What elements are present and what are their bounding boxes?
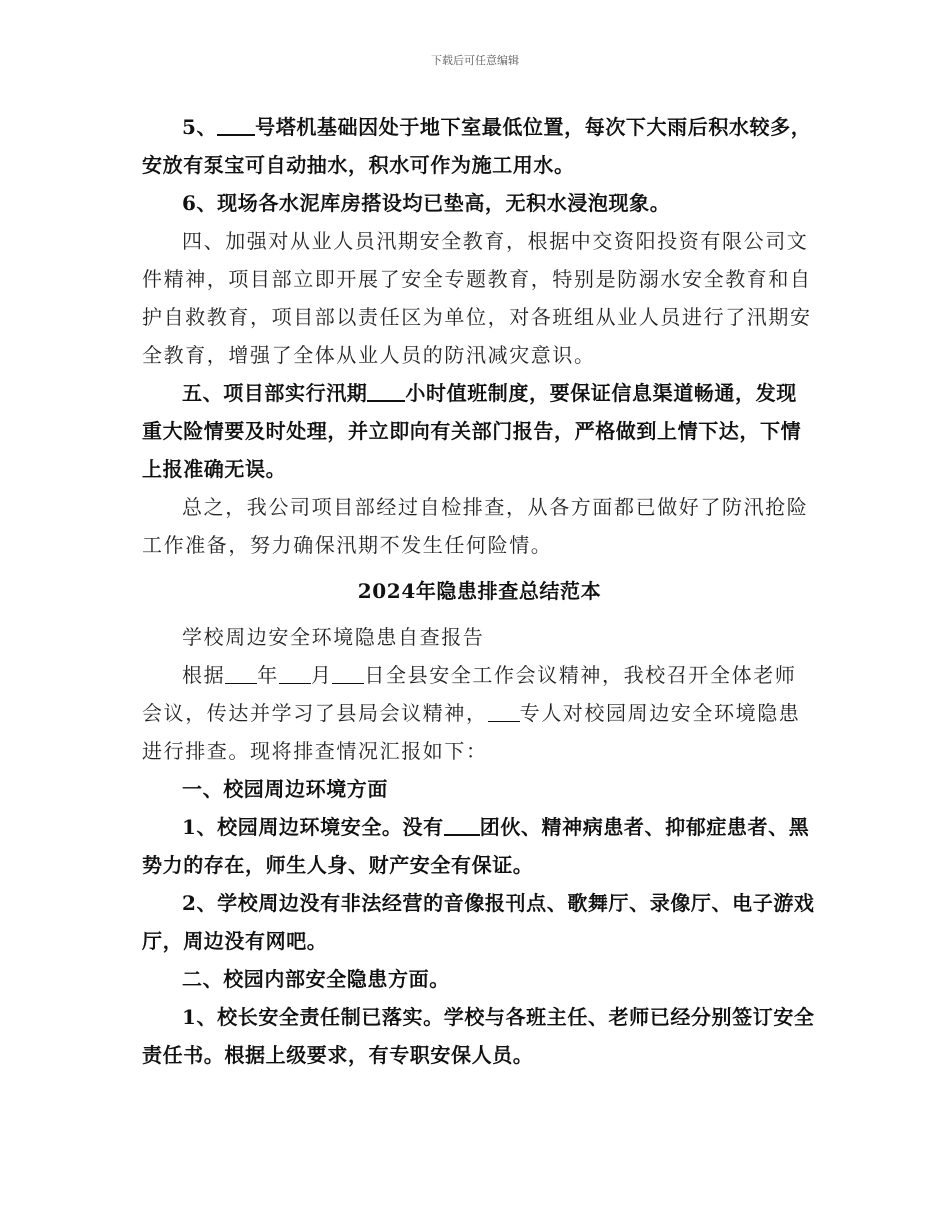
blank-underline — [217, 114, 255, 136]
section-title: 2024年隐患排查总结范本 — [357, 579, 602, 603]
paragraph-duty-system — [142, 374, 817, 488]
document-body — [142, 108, 817, 1074]
paragraph-responsibility: 1、校长安全责任制已落实。学校与各班主任、老师已经分别签订安全责任书。根据上级要求，有专职安保人员。 — [142, 1005, 815, 1067]
paragraph-no-illegal-business: 2、学校周边没有非法经营的音像报刊点、歌舞厅、录像厅、电子游戏厅，周边没有网吧。 — [142, 891, 815, 953]
paragraph-text: 5、 — [182, 115, 218, 139]
paragraph-heading-internal: 二、校园内部安全隐患方面。 — [182, 967, 450, 991]
paragraph-surroundings-safety — [142, 808, 817, 884]
blank-underline — [332, 663, 364, 684]
paragraph-text: 五、项目部实行汛期 — [182, 381, 368, 405]
blank-underline — [444, 814, 480, 836]
paragraph-tower-crane — [142, 108, 817, 184]
paragraph-cement-storage: 6、现场各水泥库房搭设均已垫高，无积水浸泡现象。 — [182, 191, 671, 215]
paragraph-report-title: 学校周边安全环境隐患自查报告 — [182, 625, 485, 649]
paragraph-text: 年 — [257, 663, 279, 687]
paragraph-heading-surroundings: 一、校园周边环境方面 — [182, 777, 388, 801]
blank-underline — [367, 380, 405, 402]
page-header-note: 下载后可任意编辑 — [431, 54, 519, 67]
paragraph-text: 根据 — [182, 663, 226, 687]
blank-underline — [488, 701, 520, 722]
paragraph-summary: 总之，我公司项目部经过自检排查，从各方面都已做好了防汛抢险工作准备，努力确保汛期不发生任何险情。 — [142, 495, 809, 557]
paragraph-text: 团伙、精神病患者、抑郁症患者、黑势力的存在，师生人身、财产安全有保证。 — [142, 815, 810, 877]
paragraph-meeting — [142, 656, 817, 770]
paragraph-text: 小时值班制度，要保证信息渠道畅通，发现重大险情要及时处理，并立即向有关部门报告，严格做到上情下达，下情上报准确无误。 — [142, 381, 802, 481]
paragraph-text: 号塔机基础因处于地下室最低位置，每次下大雨后积水较多，安放有泵宝可自动抽水，积水可作为施工用水。 — [142, 115, 812, 177]
paragraph-text: 月 — [310, 663, 333, 687]
blank-underline — [279, 663, 311, 684]
blank-underline — [225, 663, 257, 684]
paragraph-text: 1、校园周边环境安全。没有 — [182, 815, 444, 839]
paragraph-text: 日全县安全工作会议精神，我校召开全体老师会议，传达并学习了县局会议精神， — [142, 663, 797, 725]
paragraph-text: 专人对校园周边安全环境隐患进行排查。现将排查情况汇报如下： — [142, 701, 801, 763]
paragraph-safety-education: 四、加强对从业人员汛期安全教育，根据中交资阳投资有限公司文件精神，项目部立即开展了安全专题教育，特别是防溺水安全教育和自护自救教育，项目部以责任区为单位，对各班组从业人员进行了汛期安全教育，增强了全体从业人员的防汛减灾意识。 — [142, 229, 812, 367]
